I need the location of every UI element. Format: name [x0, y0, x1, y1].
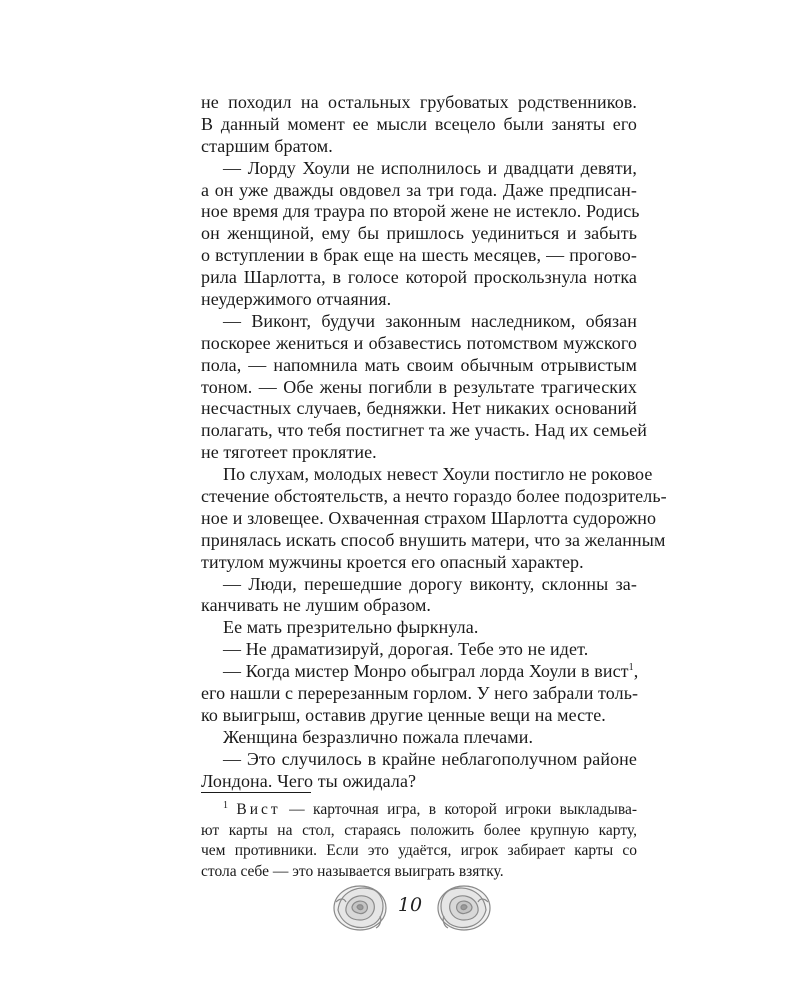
text-line-content: — Когда мистер Монро обыграл лорда Хоули в вист [223, 661, 629, 682]
text-line [201, 486, 667, 508]
text-line-content: а он уже дважды овдовел за три года. Даже предписан- [201, 179, 637, 200]
page-number: 10 [397, 894, 423, 916]
footnote-line: стола себе — это называется выиграть взятку. [201, 862, 504, 880]
footnote-line: чем противники. Если это удаётся, игрок забирает карты со [201, 842, 637, 860]
text-line [201, 201, 640, 223]
text-line [201, 355, 637, 377]
text-line [201, 595, 637, 617]
text-line-content: он женщиной, ему бы пришлось уединиться и забыть [201, 223, 637, 244]
text-line [201, 377, 637, 399]
text-line-content: По слухам, молодых невест Хоули постигло не роковое [223, 464, 653, 485]
text-line [201, 574, 637, 596]
text-line [201, 705, 637, 727]
text-line-content: В данный момент ее мысли всецело были заняты его [201, 113, 637, 134]
text-line [201, 771, 637, 793]
text-line [201, 223, 637, 245]
text-line-content: канчивать не лушим образом. [201, 595, 432, 616]
text-line-content: не походил на остальных грубоватых родственников. [201, 92, 637, 112]
text-line [201, 136, 637, 158]
text-line [201, 464, 653, 486]
footnote-rule [201, 792, 311, 793]
footnote-term: Вист [236, 801, 281, 818]
text-line [201, 552, 637, 574]
text-line [201, 683, 637, 705]
text-line-content: — Это случилось в крайне неблагополучном районе [223, 748, 637, 769]
footnote-marker: 1 [223, 799, 228, 811]
text-line [201, 245, 637, 267]
text-line [201, 398, 637, 420]
text-line [201, 267, 637, 289]
text-line-content: поскорее жениться и обзавестись потомством мужского [201, 332, 637, 353]
text-line-content: несчастных случаев, бедняжки. Нет никаких оснований [201, 398, 637, 419]
text-line-content: — Люди, перешедшие дорогу виконту, склонны за- [223, 573, 637, 594]
text-line-content: о вступлении в брак еще на шесть месяцев, — прогово- [201, 245, 637, 266]
text-line [201, 442, 637, 464]
text-line-content: принялась искать способ внушить матери, что за желанным [201, 529, 666, 550]
text-line [201, 661, 637, 683]
text-line-content: ко выигрыш, оставив другие ценные вещи на месте. [201, 704, 606, 725]
footnote [201, 800, 637, 882]
text-line-content: его нашли с перерезанным горлом. У него забрали толь- [201, 683, 639, 704]
footnote-reference: 1 [628, 662, 634, 674]
text-line [201, 529, 666, 552]
text-line-content: титулом мужчины кроется его опасный характер. [201, 551, 584, 572]
text-line-content: ное и зловещее. Охваченная страхом Шарлотта судорожно [201, 507, 657, 528]
text-line-content: пола, — напомнила мать своим обычным отрывистым [201, 354, 637, 375]
main-text [201, 92, 667, 793]
text-line [201, 311, 637, 333]
text-line-content: — Не драматизируй, дорогая. Тебе это не идет. [223, 639, 589, 660]
text-line-content: Женщина безразлично пожала плечами. [223, 726, 534, 747]
text-line-content: — Виконт, будучи законным наследником, обязан [223, 310, 637, 331]
footnote-line: ют карты на стол, стараясь положить более крупную карту, [201, 821, 637, 839]
text-line-content: Лондона. Чего ты ожидала? [201, 770, 417, 791]
text-line [201, 639, 637, 661]
punctuation: , [633, 661, 639, 682]
text-line [201, 92, 637, 114]
text-line [201, 420, 647, 442]
text-line-content: стечение обстоятельств, а нечто гораздо более подозритель- [201, 486, 667, 507]
text-line [201, 180, 637, 202]
text-line-content: ное время для траура по второй жене не истекло. Родись [201, 201, 640, 222]
text-line-content: старшим братом. [201, 135, 333, 156]
text-line-content: — Лорду Хоули не исполнилось и двадцати девяти, [223, 157, 637, 178]
text-line [201, 333, 637, 355]
text-line-content: рила Шарлотта, в голосе которой проскользнула нотка [201, 267, 637, 288]
text-line [201, 727, 637, 749]
footnote-first-rest: — карточная игра, в которой игроки выкладыва- [280, 801, 638, 818]
text-line [201, 507, 657, 530]
text-line-content: неудержимого отчаяния. [201, 289, 392, 310]
page-footer [0, 880, 800, 940]
text-line [201, 289, 637, 311]
footnote-line [201, 800, 637, 821]
text-line-content: тоном. — Обе жены погибли в результате трагических [201, 376, 637, 397]
text-line-content: не тяготеет проклятие. [201, 442, 377, 463]
rose-ornament-icon [330, 880, 390, 936]
text-line [201, 158, 637, 180]
text-line [201, 617, 637, 639]
rose-ornament-icon [434, 880, 494, 936]
text-line-content: полагать, что тебя постигнет та же участь. Над их семьей [201, 420, 647, 441]
text-line [201, 749, 637, 771]
text-line-content: Ее мать презрительно фыркнула. [223, 617, 479, 638]
text-line [201, 114, 637, 136]
